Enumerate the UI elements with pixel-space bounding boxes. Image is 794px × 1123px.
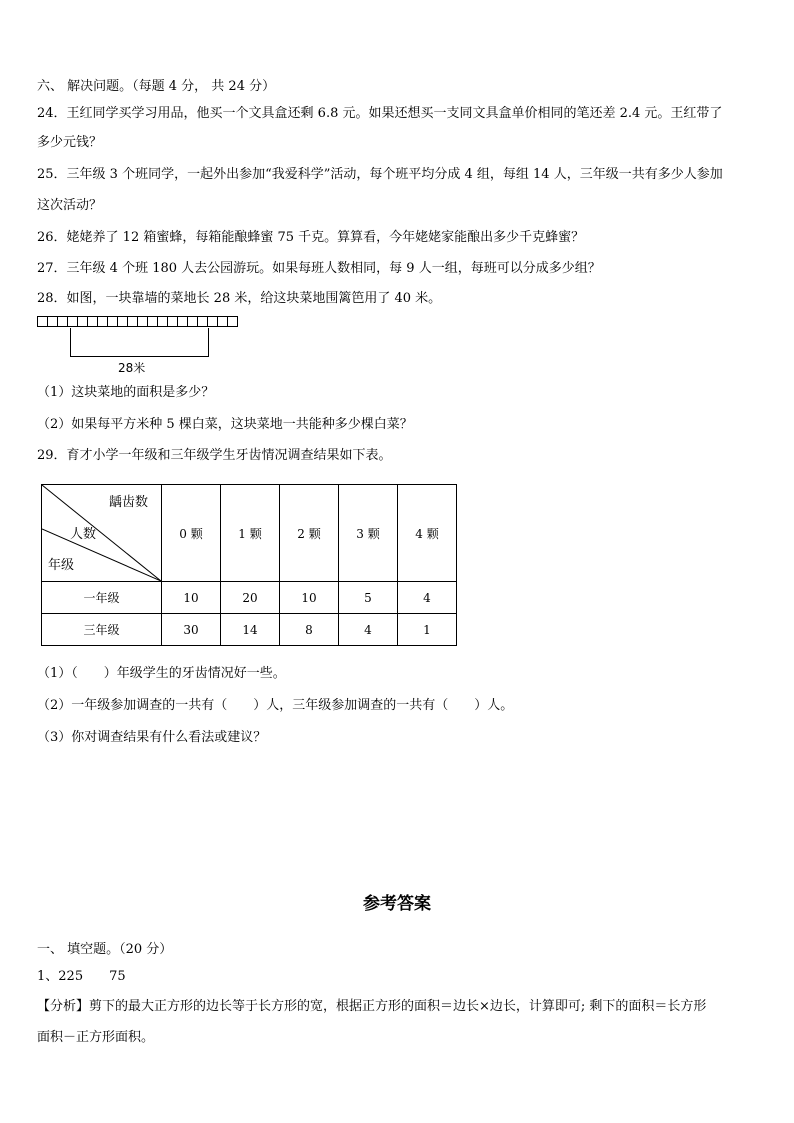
table-cell: 20 (221, 582, 280, 614)
garden-length-label: 28米 (118, 361, 146, 375)
table-cell: 30 (162, 614, 221, 646)
table-row (42, 582, 457, 614)
answers-section-heading: 一、 填空题。（20 分） (37, 942, 173, 957)
table-cell: 8 (280, 614, 339, 646)
column-header: 4 颗 (398, 485, 457, 582)
answer-item-1: 1、225 75 (37, 969, 126, 984)
question-24-line1: 24．王红同学买学习用品，他买一个文具盒还剩 6.8 元。如果还想买一支同文具盒单价相同的笔还差 2.4 元。王红带了 (37, 106, 723, 121)
table-cell: 4 (398, 582, 457, 614)
column-header: 1 颗 (221, 485, 280, 582)
question-26: 26．姥姥养了 12 箱蜜蜂，每箱能酿蜂蜜 75 千克。算算看，今年姥姥家能酿出多少千克蜂蜜？ (37, 230, 585, 245)
row-label: 三年级 (42, 614, 162, 646)
garden-length-bracket (70, 328, 209, 357)
question-24-line2: 多少元钱？ (37, 135, 103, 150)
question-27: 27．三年级 4 个班 180 人去公园游玩。如果每班人数相同，每 9 人一组，每班可以分成多少组？ (37, 261, 601, 276)
question-28-sub2: （2）如果每平方米种 5 棵白菜，这块菜地一共能种多少棵白菜？ (37, 417, 413, 432)
question-28: 28．如图，一块靠墙的菜地长 28 米，给这块菜地围篱笆用了 40 米。 (37, 291, 442, 306)
question-29: 29．育才小学一年级和三年级学生牙齿情况调查结果如下表。 (37, 448, 392, 463)
section-heading: 六、 解决问题。（每题 4 分， 共 24 分） (37, 79, 276, 94)
table-cell: 4 (339, 614, 398, 646)
analysis-line1: 【分析】剪下的最大正方形的边长等于长方形的宽，根据正方形的面积＝边长×边长，计算即可; 剩下的面积＝长方形 (37, 999, 707, 1014)
column-header: 3 颗 (339, 485, 398, 582)
table-cell: 1 (398, 614, 457, 646)
question-29-sub3: （3）你对调查结果有什么看法或建议？ (37, 730, 267, 745)
table-cell: 5 (339, 582, 398, 614)
table-row (42, 614, 457, 646)
question-25-line2: 这次活动？ (37, 198, 103, 213)
wall-fence-figure (37, 316, 237, 327)
table-cell: 10 (162, 582, 221, 614)
corner-label-cavities: 龋齿数 (109, 495, 149, 510)
question-25-line1: 25．三年级 3 个班同学，一起外出参加“我爱科学”活动，每个班平均分成 4 组，每组 14 人，三年级一共有多少人参加 (37, 167, 723, 182)
tooth-survey-table (41, 484, 457, 646)
table-cell: 14 (221, 614, 280, 646)
table-corner-cell (42, 485, 162, 582)
table-cell: 10 (280, 582, 339, 614)
corner-label-grade: 年级 (48, 558, 75, 573)
table-header-row (42, 485, 457, 582)
column-header: 0 颗 (162, 485, 221, 582)
question-28-sub1: （1）这块菜地的面积是多少？ (37, 385, 215, 400)
column-header: 2 颗 (280, 485, 339, 582)
row-label: 一年级 (42, 582, 162, 614)
corner-label-count: 人数 (70, 527, 97, 542)
fence-cell (227, 316, 238, 327)
question-29-sub1: （1）（ ）年级学生的牙齿情况好一些。 (37, 666, 286, 681)
question-29-sub2: （2）一年级参加调查的一共有（ ）人，三年级参加调查的一共有（ ）人。 (37, 698, 514, 713)
answers-title: 参考答案 (363, 894, 431, 914)
analysis-line2: 面积－正方形面积。 (37, 1030, 155, 1045)
